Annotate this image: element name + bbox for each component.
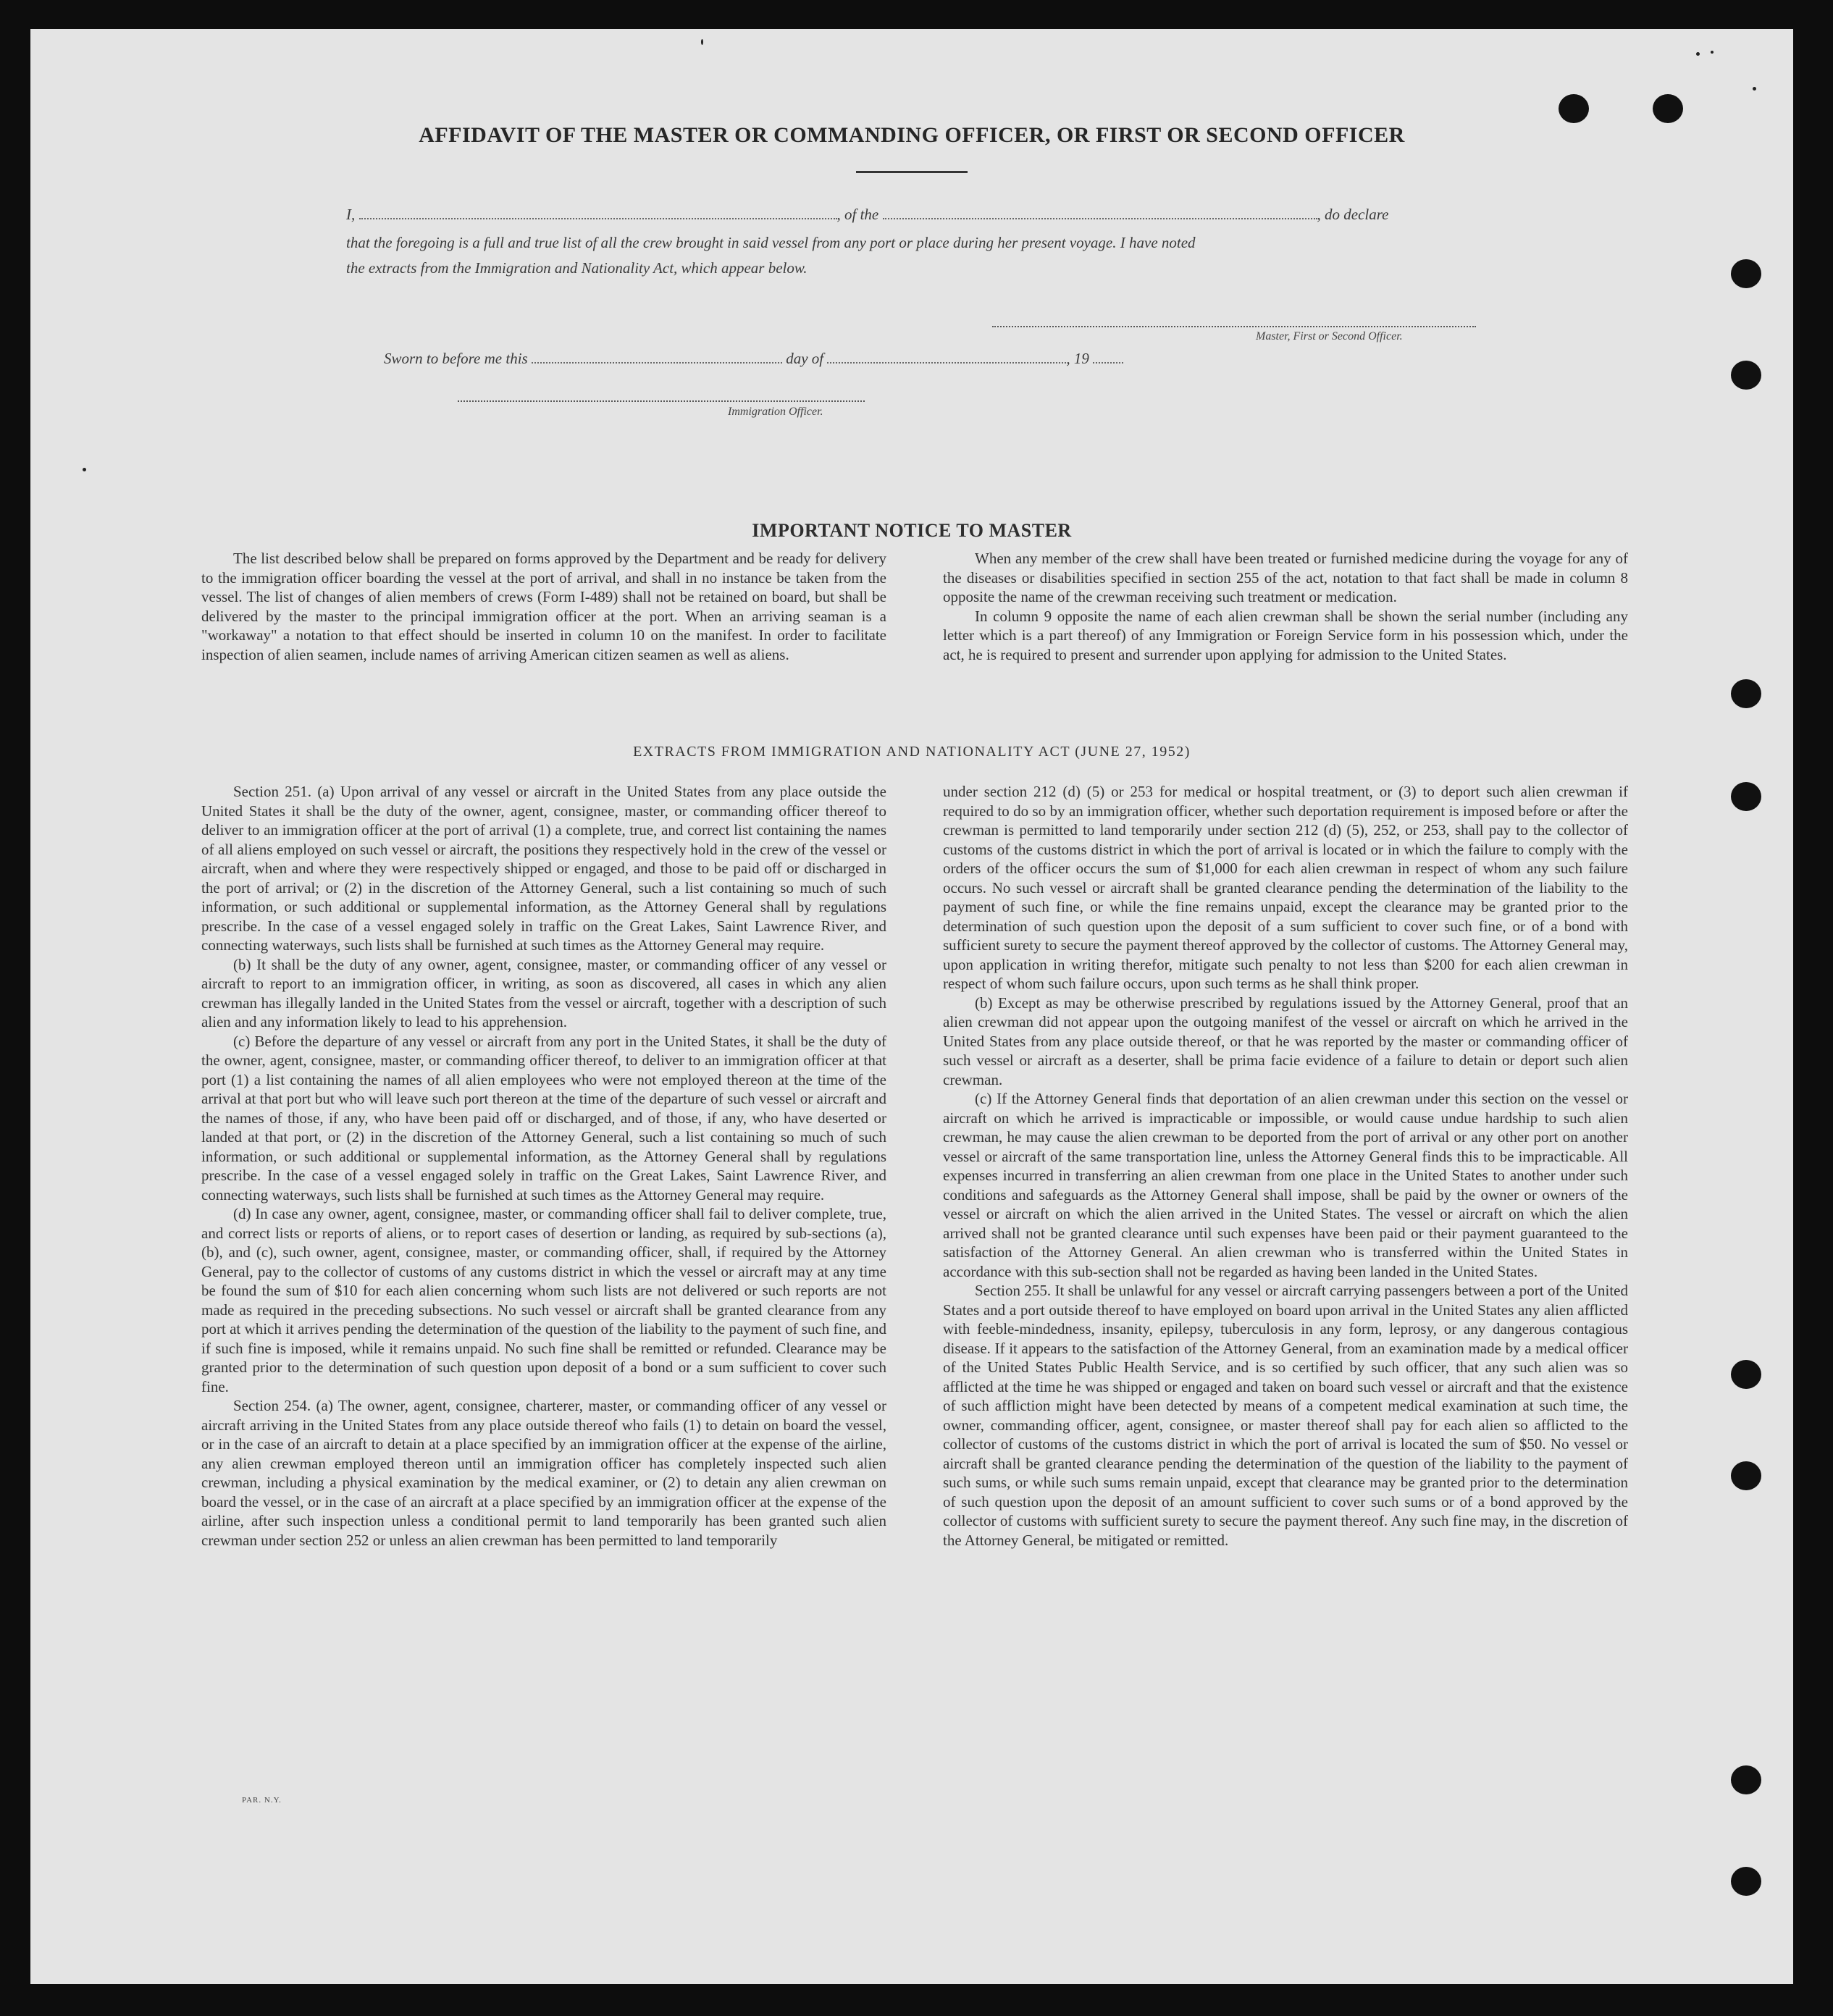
speck [83,468,86,471]
speck [1711,51,1714,54]
declaration-first-line [346,206,1506,224]
title-rule [856,171,968,173]
year-label: , 19 [1066,350,1089,367]
speck [701,39,703,45]
section-251d: (d) In case any owner, agent, consignee, master, or commanding officer shall fail to deliver complete, true, and correct lists or reports of aliens, or to report cases of desertion or landing, as required by sub-sections (a), (b), and (c), such owner, agent, consignee, master, or commanding officer, shall, if required by the Attorney General, pay to the collector of customs of any customs district in which the vessel or aircraft may at any time be found the sum of $10 for each alien concerning whom such lists are not delivered or such reports are not made as required in the preceding subsections. No such vessel or aircraft shall be granted clearance from any port at which it arrives pending the determination of the question of the liability to the payment of such fine, and if such fine is imposed, while it remains unpaid. No such fine shall be remitted or refunded. Clearance may be granted prior to the determination of such question upon deposit of a bond or a sum sufficient to cover such fine. [201,1205,886,1395]
section-254b: (b) Except as may be otherwise prescribed by regulations issued by the Attorney General, proof that an alien crewman did not appear upon the outgoing manifest of the vessel or aircraft on which he arrived in the United States from any place outside thereof, or that he was reported by the master or commanding officer of such vessel or aircraft as a deserter, shall be prima facie evidence of a failure to detain or deport such alien crewman. [943,994,1628,1088]
extracts-right-column [943,782,1628,1550]
vessel-field[interactable] [883,218,1317,219]
section-251b: (b) It shall be the duty of any owner, agent, consignee, master, or commanding officer of any vessel or aircraft to report to an immigration officer, in writing, as soon as discovered, all cases in which any alien crewman has illegally landed in the United States from the vessel or aircraft, together with a description of such alien and any information likely to lead to his apprehension. [201,955,886,1030]
master-signature-caption: Master, First or Second Officer. [1256,330,1403,343]
sworn-line [384,350,1253,368]
section-251c: (c) Before the departure of any vessel or aircraft from any port in the United States, it shall be the duty of the owner, agent, consignee, master, or commanding officer thereof, to deliver to an immigration officer at that port (1) a list containing the names of all alien employees who were not employed thereon at the time of the arrival at that port but who will leave such port thereon at the time of the departure of such vessel or aircraft and the names of those, if any, who have been paid off or discharged, and of those, if any, who have deserted or landed at that port, or (2) in the discretion of the Attorney General, such a list containing so much of such information, or such additional or supplemental information, as the Attorney General shall by regulations prescribe. In the case of a vessel engaged solely in traffic on the Great Lakes, Saint Lawrence River, and connecting waterways, such lists shall be furnished at such times as the Attorney General may require. [201,1032,886,1204]
punch-hole [1731,1360,1761,1389]
notice-title: IMPORTANT NOTICE TO MASTER [752,520,1072,541]
punch-hole [1653,94,1683,123]
punch-hole [1731,1867,1761,1896]
punch-hole [1731,259,1761,288]
affidavit-title: AFFIDAVIT OF THE MASTER OR COMMANDING OFFICER, OR FIRST OR SECOND OFFICER [419,123,1405,147]
section-254a-continued: under section 212 (d) (5) or 253 for medical or hospital treatment, or (3) to deport such alien crewman if required to do so by an immigration officer, whether such deportation requirement is imposed before or after the crewman is permitted to land temporarily under section 212 (d) (5), 252, or 253, shall pay to the collector of customs of the customs district in which the port of arrival is located or in which the failure to comply with the orders of the officer occurs the sum of $1,000 for each alien crewman in respect of whom any such failure occurs. No such vessel or aircraft shall be granted clearance pending the determination of the liability to the payment of such fine, or while the fine remains unpaid, except the clearance may be granted prior to the determination of such question upon the deposit of a sum sufficient to cover such fine, or of a bond with sufficient surety to secure the payment thereof approved by the collector of customs. The Attorney General may, upon application in writing therefor, mitigate such penalty to not less than $200 for each alien crewman in respect of whom such failure occurs, upon such terms as he shall think proper. [943,783,1628,992]
master-signature-line[interactable] [992,326,1476,327]
section-255: Section 255. It shall be unlawful for any vessel or aircraft carrying passengers between a port of the United States and a port outside thereof to have employed on board upon arrival in the United States any alien afflicted with feeble-mindedness, insanity, epilepsy, tuberculosis in any form, leprosy, or any dangerous contagious disease. If it appears to the satisfaction of the Attorney General, from an examination made by a medical officer of the United States Public Health Service, and is so certified by such officer, that any such alien was so afflicted at the time he was shipped or engaged and taken on board such vessel or aircraft and that the existence of such affliction might have been detected by means of a competent medical examination at such time, the owner, commanding officer, agent, consignee, or master thereof shall pay for each alien so afflicted to the collector of customs of the customs district in which the port of arrival is located the sum of $50. No vessel or aircraft shall be granted clearance pending the determination of the question of the liability to the payment of such sums, or while such sums remain unpaid, except that clearance may be granted prior to the determination of such question upon the deposit of an amount sufficient to cover such sums or of a bond approved by the collector of customs with sufficient surety to secure the payment thereof. Any such fine may, in the discretion of the Attorney General, be mitigated or remitted. [943,1282,1628,1549]
punch-hole [1731,679,1761,708]
declaration-line-3: the extracts from the Immigration and Nationality Act, which appear below. [346,259,808,277]
speck [1753,87,1756,91]
punch-hole [1559,94,1589,123]
declaration-line-2: that the foregoing is a full and true list of all the crew brought in said vessel from any port or place during her present voyage. I have noted [346,234,1196,251]
do-declare-label: , do declare [1317,206,1389,223]
speck [1696,52,1700,56]
immigration-officer-caption: Immigration Officer. [728,406,823,418]
i-label: I, [346,206,356,223]
section-254c: (c) If the Attorney General finds that deportation of an alien crewman under this section on the vessel or aircraft on which he arrived is impracticable or impossible, or would cause undue hardship to such alien crewman, he may cause the alien crewman to be deported from the port of arrival or any other port on another vessel or aircraft of the same transportation line, unless the Attorney General finds this to be impracticable. All expenses incurred in transferring an alien crewman from one place in the United States to another under such conditions and safeguards as the Attorney General shall impose, shall be paid by the owner or owners of the vessel or aircraft on which the alien arrived in the United States. The vessel or aircraft on which the alien arrived shall not be granted clearance until such expenses have been paid or their payment guaranteed to the satisfaction of the Attorney General. An alien crewman who is transferred within the United States in accordance with this sub-section shall not be regarded as having been landed in the United States. [943,1090,1628,1280]
day-of-label: day of [786,350,824,367]
notice-right-paragraph-2: In column 9 opposite the name of each alien crewman shall be shown the serial number (including any letter which is a part thereof) of any Immigration or Foreign Service form in his possession which, under the act, he is required to present and surrender upon applying for admission to the United States. [943,607,1628,663]
extracts-title: EXTRACTS FROM IMMIGRATION AND NATIONALITY ACT (JUNE 27, 1952) [633,744,1191,760]
name-field[interactable] [359,218,837,219]
sworn-month-field[interactable] [827,362,1066,364]
form-page [30,29,1793,1984]
notice-right-column [943,549,1628,664]
sworn-day-field[interactable] [532,362,782,364]
punch-hole [1731,782,1761,811]
extracts-left-column [201,782,886,1550]
of-the-label: , of the [836,206,879,223]
section-251a: Section 251. (a) Upon arrival of any vessel or aircraft in the United States from any place outside the United States it shall be the duty of the owner, agent, consignee, master, or commanding officer thereof to deliver to an immigration officer at the port of arrival (1) a complete, true, and correct list containing the names of all aliens employed on such vessel or aircraft, the positions they respectively hold in the crew of the vessel or aircraft, when and where they were respectively shipped or engaged, and those to be paid off or discharged in the port of arrival; or (2) in the discretion of the Attorney General, such a list containing so much of such information, or such additional or supplemental information, as the Attorney General shall by regulations prescribe. In the case of a vessel engaged solely in traffic on the Great Lakes, Saint Lawrence River, and connecting waterways, such lists shall be furnished at such times as the Attorney General may require. [201,783,886,954]
punch-hole [1731,361,1761,390]
notice-left-paragraph: The list described below shall be prepared on forms approved by the Department and be ready for delivery to the immigration officer boarding the vessel at the port of arrival, and shall in no instance be taken from the vessel. The list of changes of alien members of crews (Form I-489) shall not be retained on board, but shall be delivered by the master to the principal immigration officer at the port. When an arriving seaman is a "workaway" a notation to that effect should be inserted in column 10 on the manifest. In order to facilitate inspection of alien seamen, include names of arriving American citizen seamen as well as aliens. [201,550,886,663]
sworn-label: Sworn to before me this [384,350,528,367]
immigration-officer-signature-line[interactable] [458,400,865,402]
notice-left-column [201,549,886,664]
punch-hole [1731,1765,1761,1794]
sworn-year-field[interactable] [1093,362,1123,364]
notice-right-paragraph-1: When any member of the crew shall have been treated or furnished medicine during the voyage for any of the diseases or disabilities specified in section 255 of the act, notation to that fact shall be made in column 8 opposite the name of the crewman receiving such treatment or medication. [943,550,1628,605]
section-254a: Section 254. (a) The owner, agent, consignee, charterer, master, or commanding officer of any vessel or aircraft arriving in the United States from any place outside thereof who fails (1) to detain on board the vessel, or in the case of an aircraft to detain at a place specified by an immigration officer at the expense of the airline, any alien crewman employed thereon until an immigration officer has completely inspected such alien crewman, including a physical examination by the medical examiner, or (2) to detain any alien crewman on board the vessel, or in the case of an aircraft at a place specified by an immigration officer at the expense of the airline, after such inspection unless a conditional permit to land temporarily has been granted such alien crewman under section 252 or unless an alien crewman has been permitted to land temporarily [201,1397,886,1549]
punch-hole [1731,1461,1761,1490]
printer-mark: PAR. N.Y. [242,1796,282,1805]
